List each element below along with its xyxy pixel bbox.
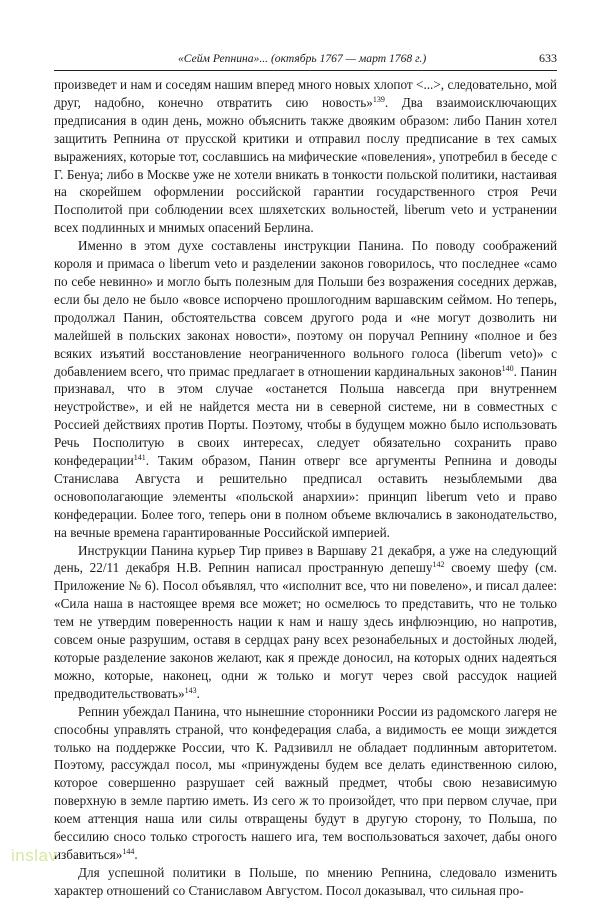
paragraph-3 [54,542,557,703]
paragraph-1-tail: . Два взаимоисключающих предписания в один день, можно объяснить также двояким образом: либо Панин хотел защитить Репнина от прусской критики и отправил послу предписание в тех самых выражениях, которые тот, сославшись на мифические «повеления», употребил в беседе с Г. Бенуа; либо в Москве уже не хотели вникать в тонкости польской политики, настаивая на скорейшем оформлении российской гарантии государственного строя Речи Посполитой при соблюдении всех шляхетских вольностей, liberum veto и устранении всех подлинных и мнимых опасений Берлина. [54,94,557,236]
paragraph-1-text: произведет и нам и соседям нашим вперед много новых хлопот <...>, следовательно, мой друг, надобно, конечно отвратить сию новость» [54,77,557,110]
paragraph-5 [54,864,557,900]
paragraph-2-tail: . Таким образом, Панин отверг все аргументы Репнина и доводы Станислава Августа и решительно предписал оставить незыблемыми два основополагающие элементы «польской анархии»: принцип liberum veto и право конфедерации. Более того, теперь они в полном объеме включались в законодательство, на вечные времена гарантированные Российской империей. [54,453,557,540]
footnote-ref-144: 144 [122,846,135,856]
footnote-ref-143: 143 [184,685,197,695]
page-number: 633 [539,51,557,65]
running-head [54,50,557,71]
running-title: «Сейм Репнина»... (октябрь 1767 — март 1768 г.) [178,52,427,65]
paragraph-4 [54,703,557,864]
paragraph-1 [54,76,557,237]
paragraph-3-tail: своему шефу (см. Приложение № 6). Посол объявлял, что «исполнит все, что ни повелено», и писал далее: «Сила наша в настоящее время все может; но осмелюсь то представить, что не только тем не утвердим поверенность нации к нам и нашу здесь инфлюэнцию, но напротив, совсем оные разрушим, оставя в сердцах рану всех резонабельных и достойных людей, которые разделение законов желают, как я прежде доносил, на которых одних надеяться можно, которые, наконец, одни ж только и могут через свой рассудок нацией предводительствовать» [54,560,557,701]
body-text [54,76,557,900]
paragraph-3-end: . [196,685,200,701]
footnote-ref-139: 139 [372,94,385,104]
footnote-ref-140: 140 [501,363,514,373]
paragraph-2-text2: . Панин признавал, что в этом случае «останется Польша навсегда при внутреннем неустройстве», и ей не найдется места ни в северной системе, ни в совместных с Россией действиях против Порты. Поэтому, чтобы в будущем можно было использовать Речь Посполитую в своих интересах, следует обязательно сохранить право конфедерации [54,363,557,469]
footnote-ref-142: 142 [432,560,445,570]
paragraph-4-tail: . [134,846,138,862]
paragraph-2-text: Именно в этом духе составлены инструкции Панина. По поводу соображений короля и примаса о liberum veto и разделении законов говорилось, что последнее «само по себе невинно» и могло быть полезным для Польши без возражения соседних держав, если бы дело не было «вовсе испорчено прошлогодним варшавским сеймом. Но теперь, продолжал Панин, обстоятельства совсем другого рода и «не могут дозволить ни малейшей в польских законах новости», поэтому он поручал Репнину «полное и без всяких изъятий восстановление неограниченного вольного голоса (liberum veto)» с добавлением всего, что примас предлагает в отношении кардинальных законов [54,238,557,379]
watermark: inslav [11,846,58,865]
paragraph-5-text: Для успешной политики в Польше, по мнению Репнина, следовало изменить характер отношений со Станиславом Августом. Посол доказывал, что сильная про- [54,864,557,898]
paragraph-4-text: Репнин убеждал Панина, что нынешние сторонники России из радомского лагеря не способны управлять страной, что конфедерация слаба, а видимость ее мощи зиждется только на поддержке России, что К. Радзивилл не обладает подлинным авторитетом. Поэтому, рассуждал посол, мы «принуждены будем все делать единственною силою, которое совершенно разрушает сей важный предмет, чтобы свою независимую поверхную в земле партию иметь. Из сего ж то произойдет, что при первом случае, при коем аттенция наша или силы отвращены будут в другую сторону, то Польша, по бессилию сносо только строгость нашего ига, тем воспользоваться захочет, дабы оного избавиться» [54,703,557,862]
paragraph-3-text: Инструкции Панина курьер Тир привез в Варшаву 21 декабря, а уже на следующий день, 22/11 декабря Н.В. Репнин написал пространную депешу [54,542,557,576]
footnote-ref-141: 141 [133,453,146,463]
paragraph-2 [54,237,557,541]
